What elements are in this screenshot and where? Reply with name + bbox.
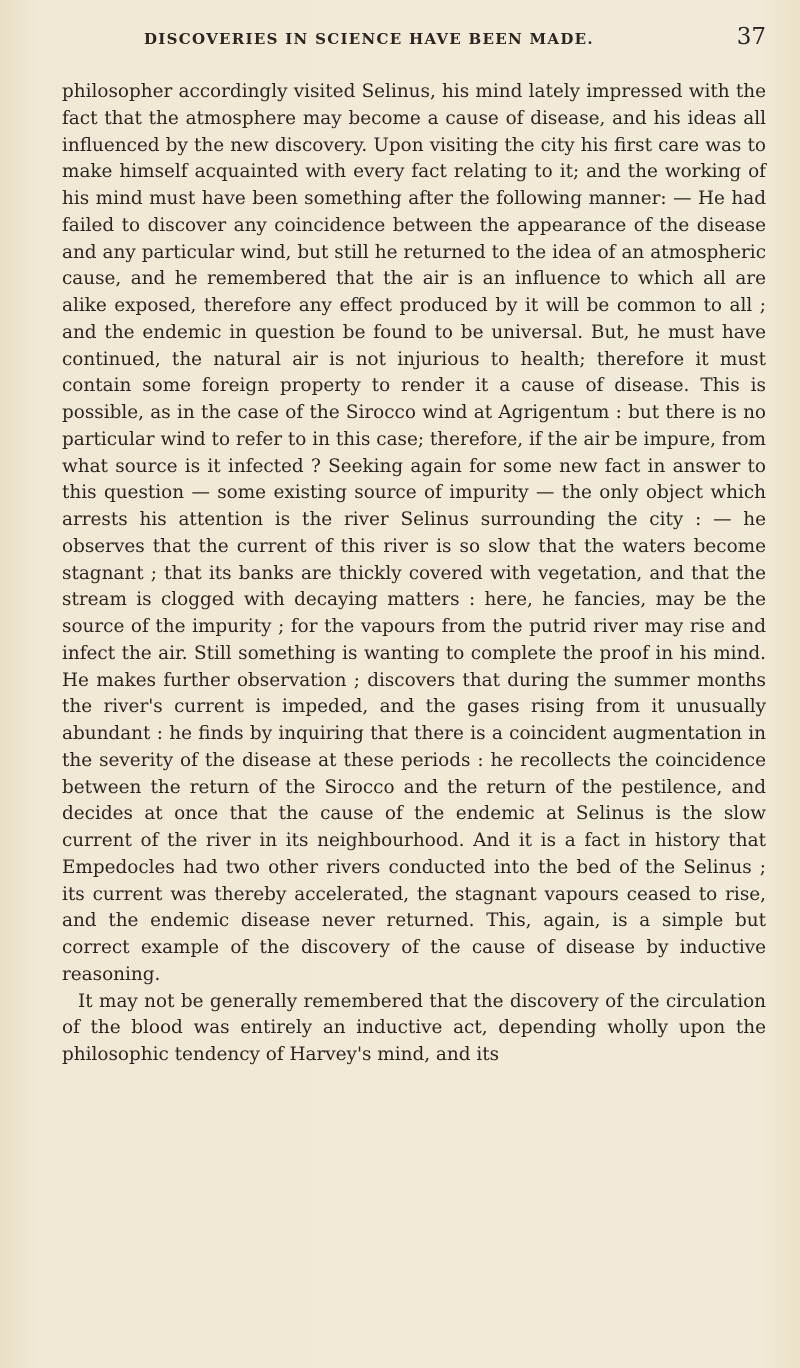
page-number: 37 [736,24,766,50]
page-header [62,20,766,60]
paragraph: philosopher accordingly visited Selinus, his mind lately impressed with the fact that the atmosphere may become a cause of disease, and his ideas all influenced by the new discovery. Upon visiting the city his first care was to make himself acquainted with every fact relating to it; and the working of his mind must have been something after the following manner: — He had failed to discover any coincidence between the appearance of the disease and any particular wind, but still he returned to the idea of an atmospheric cause, and he remembered that the air is an influence to which all are alike exposed, therefore any effect produced by it will be common to all ; and the endemic in question be found to be universal. But, he must have continued, the natural air is not injurious to health; therefore it must contain some foreign property to render it a cause of disease. This is possible, as in the case of the Sirocco wind at Agrigentum : but there is no particular wind to refer to in this case; therefore, if the air be impure, from what source is it infected ? Seeking again for some new fact in answer to this question — some existing source of impurity — the only object which arrests his attention is the river Selinus surrounding the city : — he observes that the current of this river is so slow that the waters become stagnant ; that its banks are thickly covered with vegetation, and that the stream is clogged with decaying matters : here, he fancies, may be the source of the impurity ; for the vapours from the putrid river may rise and infect the air. Still something is wanting to complete the proof in his mind. He makes further observation ; discovers that during the summer months the river's current is impeded, and the gases rising from it unusually abundant : he finds by inquiring that there is a coincident augmentation in the severity of the disease at these periods : he recollects the coincidence between the return of the Sirocco and the return of the pestilence, and decides at once that the cause of the endemic at Selinus is the slow current of the river in its neighbourhood. And it is a fact in history that Empedocles had two other rivers conducted into the bed of the Selinus ; its current was thereby accelerated, the stagnant vapours ceased to rise, and the endemic disease never returned. This, again, is a simple but correct example of the discovery of the cause of disease by inductive reasoning. [62,81,766,985]
paragraph: It may not be generally remembered that the discovery of the circulation of the blood was entirely an inductive act, depending wholly upon the philosophic tendency of Harvey's mind, and its [62,990,766,1065]
body-text [62,79,766,1069]
running-head: DISCOVERIES IN SCIENCE HAVE BEEN MADE. [144,30,594,48]
